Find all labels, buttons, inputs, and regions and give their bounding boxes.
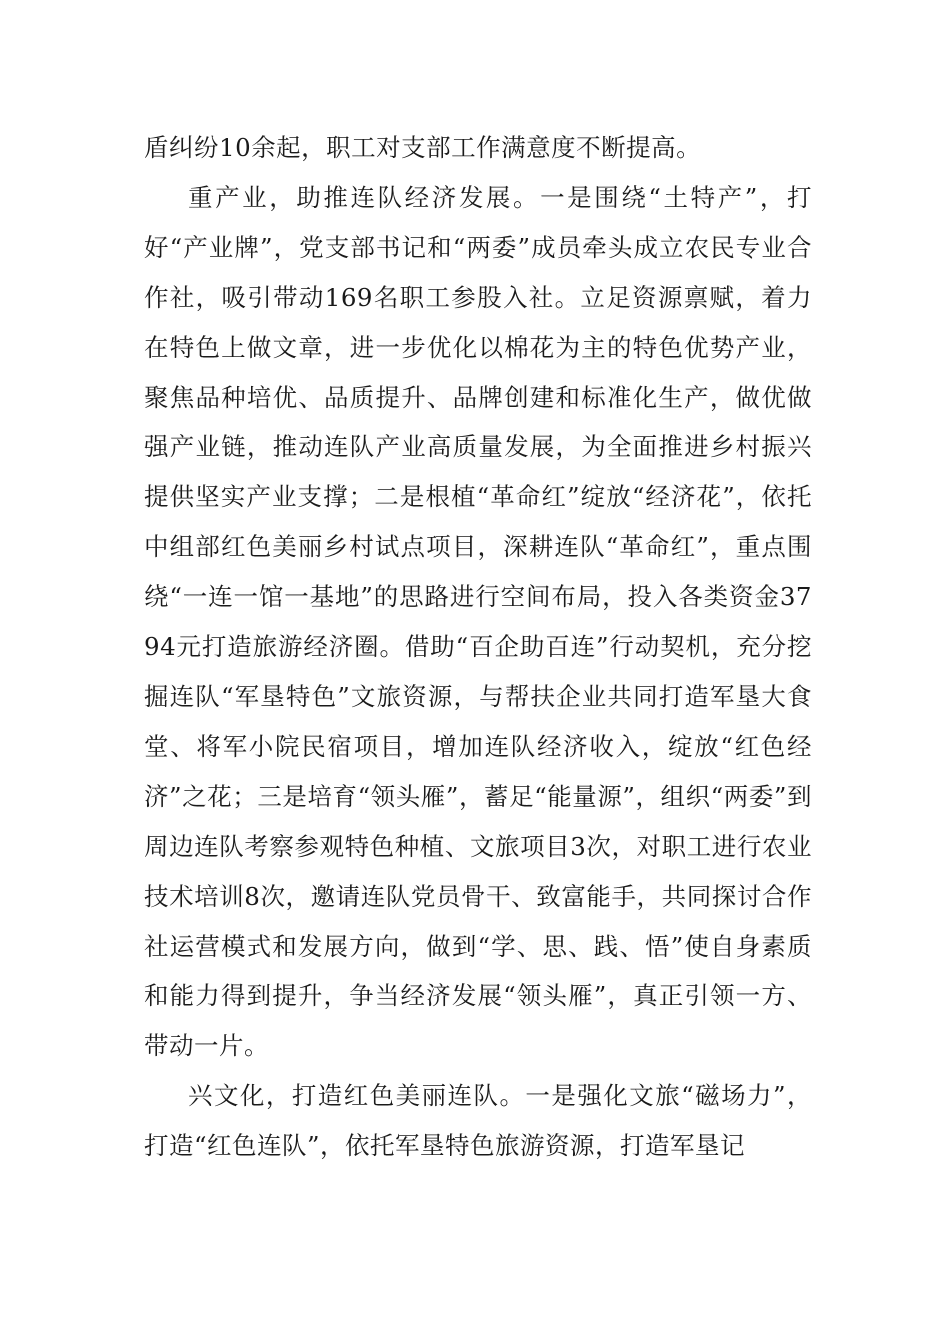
paragraph-culture: 兴文化，打造红色美丽连队。一是强化文旅“磁场力”，打造“红色连队”，依托军垦特色旅游资源，打造军垦记: [144, 1081, 812, 1161]
paragraph-industry: 重产业，助推连队经济发展。一是围绕“土特产”，打好“产业牌”，党支部书记和“两委”成员牵头成立农民专业合作社，吸引带动169名职工参股入社。立足资源禀赋，着力在特色上做文章，进一步优化以棉花为主的特色优势产业，聚焦品种培优、品质提升、品牌创建和标准化生产，做优做强产业链，推动连队产业高质量发展，为全面推进乡村振兴提供坚实产业支撑；二是根植“革命红”绽放“经济花”，依托中组部红色美丽乡村试点项目，深耕连队“革命红”，重点围绕“一连一馆一基地”的思路进行空间布局，投入各类资金3794元打造旅游经济圈。借助“百企助百连”行动契机，充分挖掘连队“军垦特色”文旅资源，与帮扶企业共同打造军垦大食堂、将军小院民宿项目，增加连队经济收入，绽放“红色经济”之花；三是培育“领头雁”，蓄足“能量源”，组织“两委”到周边连队考察参观特色种植、文旅项目3次，对职工进行农业技术培训8次，邀请连队党员骨干、致富能手，共同探讨合作社运营模式和发展方向，做到“学、思、践、悟”使自身素质和能力得到提升，争当经济发展“领头雁”，真正引领一方、带动一片。: [144, 182, 812, 1061]
paragraph-continuation: 盾纠纷10余起，职工对支部工作满意度不断提高。: [144, 133, 702, 162]
body-text: [144, 123, 812, 1171]
